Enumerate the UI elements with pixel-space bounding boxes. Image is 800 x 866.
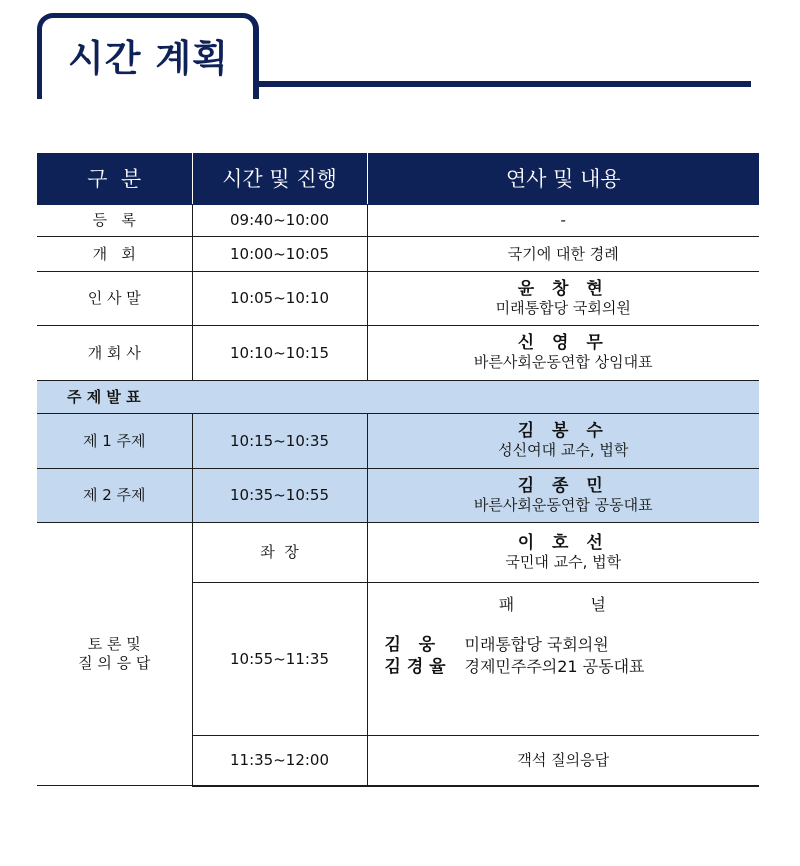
header-content: 연사 및 내용 [367,154,759,205]
speaker-affiliation: 미래통합당 국회의원 [495,298,631,317]
row-label: 제 2 주제 [37,469,192,523]
table-row-registration [37,205,759,237]
speaker-cell [367,326,759,381]
panelist-row [368,634,760,656]
discussion-label-line2: 질 의 응 답 [78,654,151,672]
section-label: 주 제 발 표 [37,381,759,414]
table-row-topic1 [37,414,759,469]
row-time: 10:55~11:35 [192,583,367,736]
table-row-opening-speech [37,326,759,381]
row-label: 인 사 말 [37,272,192,326]
chair-label: 좌 장 [192,523,367,583]
panelist-affiliation: 경제민주주의21 공동대표 [464,657,645,676]
speaker-name: 윤 창 현 [517,278,609,299]
row-time: 09:40~10:00 [192,205,367,237]
row-label: 등 록 [37,205,192,237]
speaker-cell [367,469,759,523]
table-row-opening [37,237,759,272]
row-time: 10:00~10:05 [192,237,367,272]
schedule-table [37,153,759,787]
panelist-name: 김 웅 [384,635,436,655]
row-time: 11:35~12:00 [192,736,367,786]
speaker-affiliation: 성신여대 교수, 법학 [498,441,629,459]
table-row-greeting [37,272,759,326]
discussion-label-cell [37,523,192,786]
row-time: 10:05~10:10 [192,272,367,326]
header-time: 시간 및 진행 [192,154,367,205]
speaker-cell [367,272,759,326]
chair-name: 이 호 선 [517,532,609,553]
panelist-affiliation: 미래통합당 국회의원 [464,635,609,654]
speaker-affiliation: 바른사회운동연합 공동대표 [473,495,653,514]
speaker-affiliation: 바른사회운동연합 상임대표 [473,353,653,371]
panel-cell [367,583,759,736]
speaker-cell [367,523,759,583]
row-content: - [367,205,759,237]
row-content: 객석 질의응답 [367,736,759,786]
row-content: 국기에 대한 경례 [367,237,759,272]
row-label: 개 회 사 [37,326,192,381]
header-category: 구 분 [37,154,192,205]
table-row-topic2 [37,469,759,523]
row-time: 10:35~10:55 [192,469,367,523]
row-label: 제 1 주제 [37,414,192,469]
speaker-name: 신 영 무 [517,333,609,353]
panel-heading: 패 널 [498,595,628,614]
speaker-name: 김 봉 수 [517,421,609,441]
table-header-row [37,154,759,205]
page-title: 시간 계획 [68,37,229,80]
discussion-label-line1: 토 론 및 [87,635,141,653]
table-row-chair [37,523,759,583]
speaker-name: 김 종 민 [517,475,609,496]
section-row [37,381,759,414]
speaker-cell [367,414,759,469]
row-time: 10:15~10:35 [192,414,367,469]
panelist-row [368,656,760,678]
row-label: 개 회 [37,237,192,272]
row-time: 10:10~10:15 [192,326,367,381]
panelist-name: 김 경 율 [384,657,446,677]
chair-affiliation: 국민대 교수, 법학 [505,552,622,571]
title-underline [253,81,751,87]
